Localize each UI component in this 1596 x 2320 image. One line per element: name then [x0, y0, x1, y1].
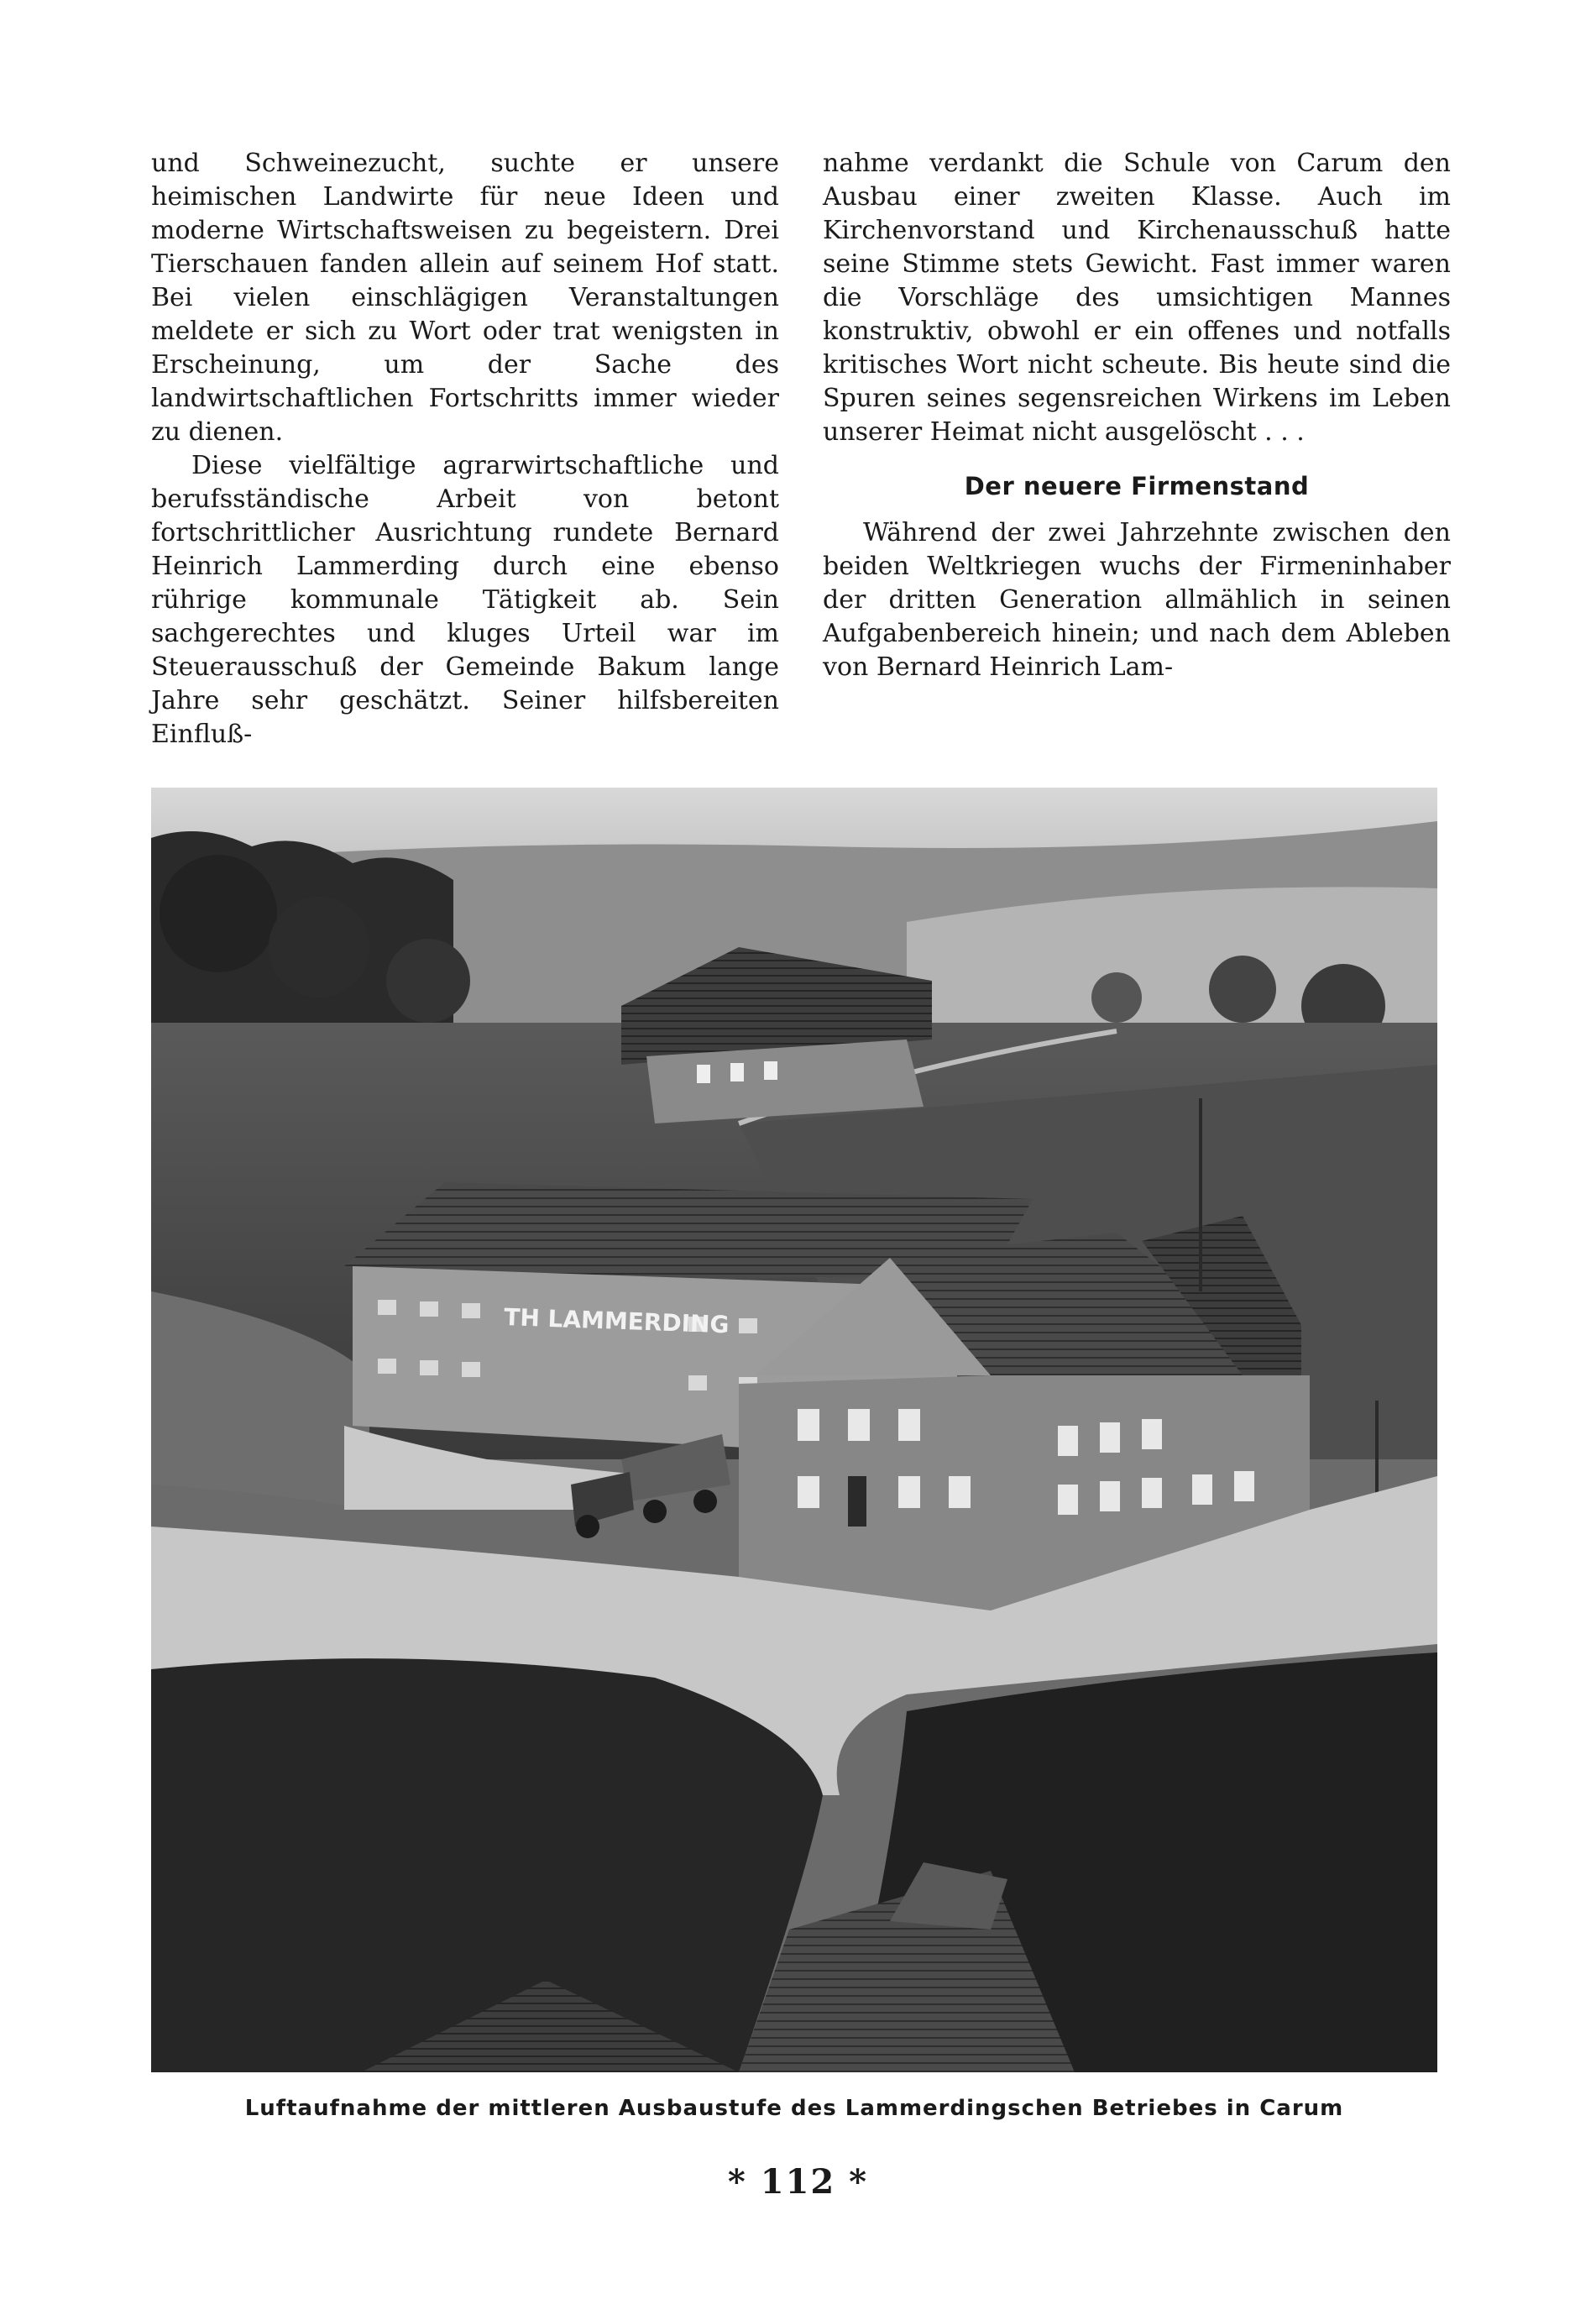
aerial-photo-illustration	[151, 788, 1437, 2072]
page-number: * 112 *	[727, 2162, 869, 2202]
warehouse-sign: TH LAMMERDING	[503, 1303, 730, 1339]
right-paragraph-1: nahme verdankt die Schule von Carum den Ausbau einer zweiten Klasse. Auch im Kirchenvorstand und Kirchenausschuß hatte seine Stimme stets Gewicht. Fast immer waren die Vorschläge des umsichtigen Mannes konstruktiv, obwohl er ein offenes und notfalls kritisches Wort nicht scheute. Bis heute sind die Spuren seines segensreichen Wirkens im Leben unserer Heimat nicht ausgelöscht . . .	[823, 149, 1451, 447]
right-text-column	[823, 147, 1451, 684]
aerial-photo	[151, 788, 1437, 2072]
left-paragraph-1: und Schweinezucht, suchte er unsere heimischen Landwirte für neue Ideen und moderne Wirtschaftsweisen zu begeistern. Drei Tierschauen fanden allein auf seinem Hof statt. Bei vielen einschlägigen Veranstaltungen meldete er sich zu Wort oder trat wenigsten in Erscheinung, um der Sache des landwirtschaftlichen Fortschritts immer wieder zu dienen.	[151, 149, 779, 447]
photo-caption: Luftaufnahme der mittleren Ausbaustufe des Lammerdingschen Betriebes in Carum	[244, 2096, 1344, 2121]
right-paragraph-2: Während der zwei Jahrzehnte zwischen den beiden Weltkriegen wuchs der Firmeninhaber der dritten Generation allmählich in seinen Aufgabenbereich hinein; und nach dem Ableben von Bernard Heinrich Lam-	[823, 518, 1451, 682]
left-paragraph-2: Diese vielfältige agrarwirtschaftliche und berufsständische Arbeit von betont fortschrittlicher Ausrichtung rundete Bernard Heinrich Lammerding durch eine ebenso rührige kommunale Tätigkeit ab. Sein sachgerechtes und kluges Urteil war im Steuerausschuß der Gemeinde Bakum lange Jahre sehr geschätzt. Seiner hilfsbereiten Einfluß-	[151, 451, 779, 749]
house-door	[848, 1476, 866, 1527]
left-text-column	[151, 147, 779, 752]
section-heading: Der neuere Firmenstand	[964, 472, 1310, 500]
